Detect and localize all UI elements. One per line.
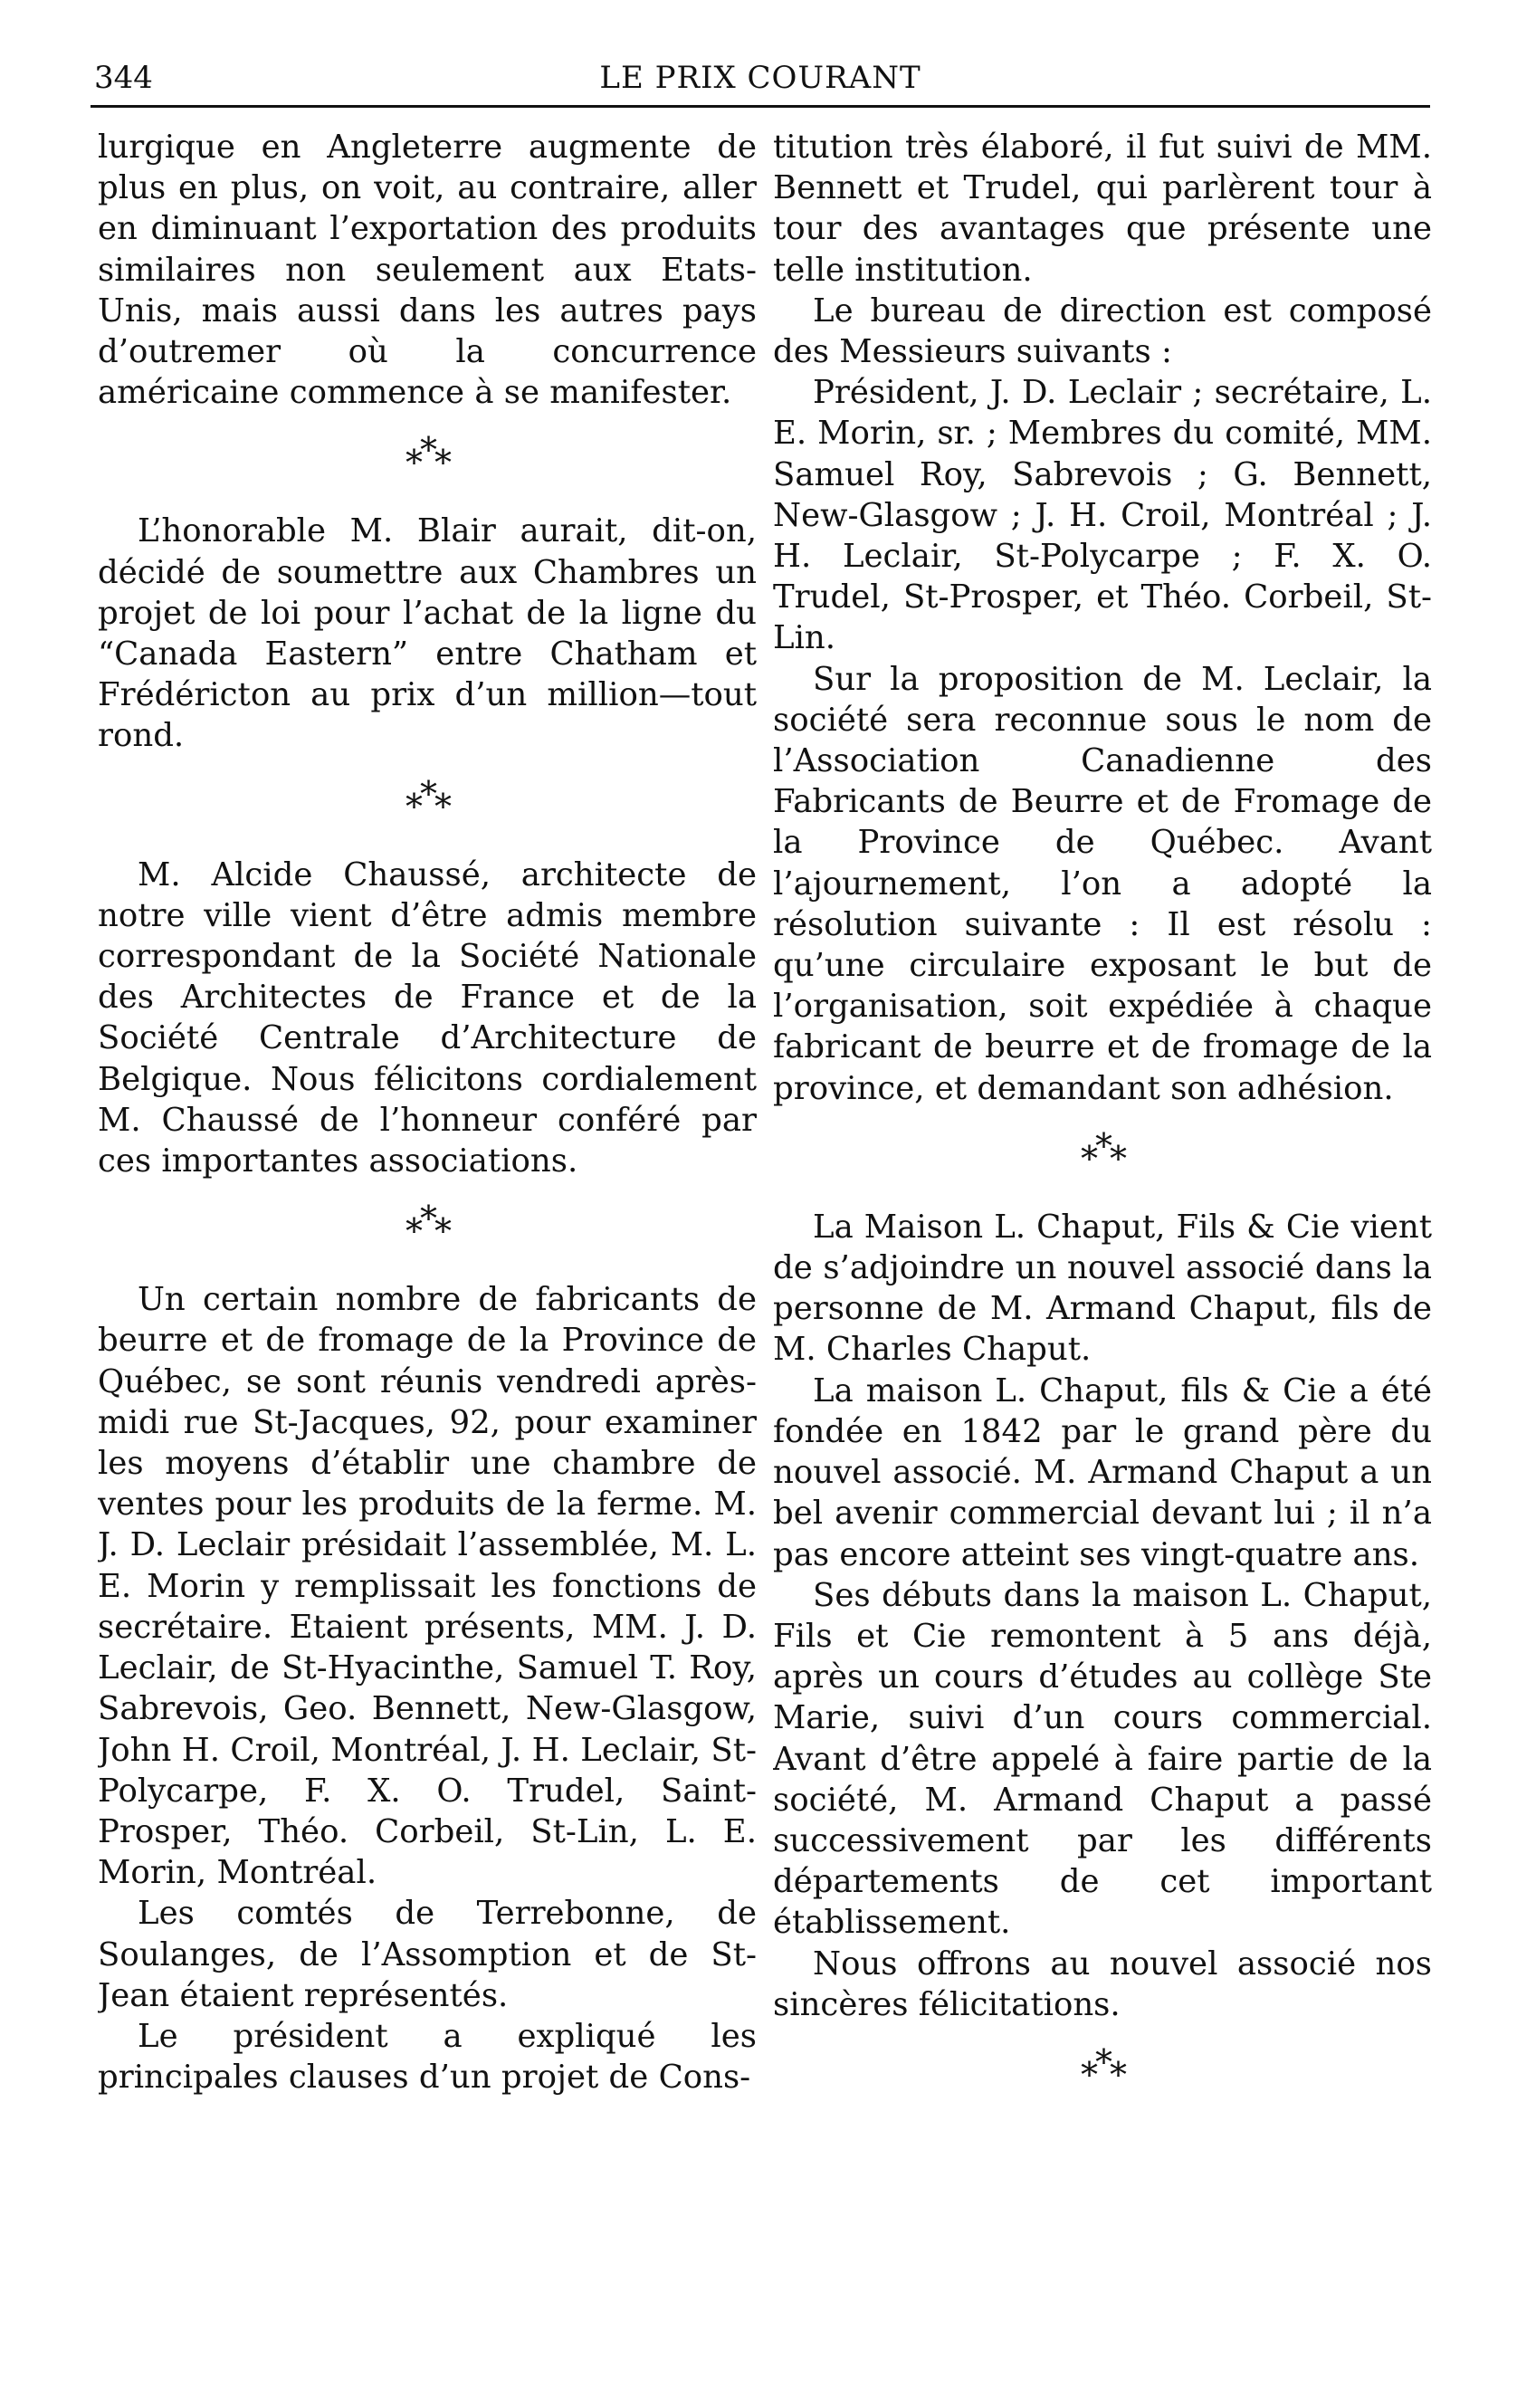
paragraph: Le bureau de direction est composé des Messieurs suivants : xyxy=(773,291,1432,371)
paragraph: Nous offrons au nouvel associé nos sincères félicitations. xyxy=(773,1945,1432,2023)
paragraph: La Maison L. Chaput, Fils & Cie vient de s’adjoindre un nouvel associé dans la personne de M. Armand Chaput, fils de M. Charles Chaput. xyxy=(773,1208,1432,1369)
paragraph: Président, J. D. Leclair ; secrétaire, L. E. Morin, sr. ; Membres du comité, MM. Samuel Roy, Sabrevois ; G. Bennett, New-Glasgow ; J. H. Croil, Montréal ; J. H. Leclair, St-Polycarpe ; F. X. O. Trudel, St-Prosper, et Théo. Corbeil, St-Lin. xyxy=(773,374,1432,657)
paragraph: lurgique en Angleterre augmente de plus en plus, on voit, au contraire, aller en diminuant l’exportation des produits similaires non seulement aux Etats-Unis, mais aussi dans les autres pays d’outremer où la concurrence américaine commence à se manifester. xyxy=(98,129,757,412)
left-column xyxy=(98,127,757,2390)
asterism-separator: *** xyxy=(405,773,449,827)
paragraph: Sur la proposition de M. Leclair, la société sera reconnue sous le nom de l’Association Canadienne des Fabricants de Beurre et de Fromage de la Province de Québec. Avant l’ajournement, l’on a adopté la résolution suivante : Il est résolu : qu’une circulaire exposant le but de l’organisation, soit expédiée à chaque fabricant de beurre et de fromage de la province, et demandant son adhésion. xyxy=(773,660,1432,1107)
paragraph: Ses débuts dans la maison L. Chaput, Fils et Cie remontent à 5 ans déjà, après un cours d’études au collège Ste Marie, suivi d’un cours commercial. Avant d’être appelé à faire partie de la société, M. Armand Chaput a passé successivement par les différents départements de cet important établissement. xyxy=(773,1576,1432,1942)
asterism-separator: *** xyxy=(405,1199,449,1252)
right-column xyxy=(773,127,1432,2390)
paragraph: La maison L. Chaput, fils & Cie a été fondée en 1842 par le grand père du nouvel associé. M. Armand Chaput a un bel avenir commercial devant lui ; il n’a pas encore atteint ses vingt-quatre ans. xyxy=(773,1371,1432,1573)
asterism-separator: *** xyxy=(1081,1125,1124,1179)
paragraph: M. Alcide Chaussé, architecte de notre ville vient d’être admis membre correspondant de la Société Nationale des Architectes de France et de la Société Centrale d’Architecture de Belgique. Nous félicitons cordialement M. Chaussé de l’honneur conféré par ces importantes associations. xyxy=(98,855,757,1180)
paragraph: titution très élaboré, il fut suivi de MM. Bennett et Trudel, qui parlèrent tour à tour des avantages que présente une telle institution. xyxy=(773,129,1432,289)
paragraph: Un certain nombre de fabricants de beurre et de fromage de la Province de Québec, se sont réunis vendredi après-midi rue St-Jacques, 92, pour examiner les moyens d’établir une chambre de ventes pour les produits de la ferme. M. J. D. Leclair présidait l’assemblée, M. L. E. Morin y remplissait les fonctions de secrétaire. Etaient présents, MM. J. D. Leclair, de St-Hyacinthe, Samuel T. Roy, Sabrevois, Geo. Bennett, New-Glasgow, John H. Croil, Montréal, J. H. Leclair, St-Polycarpe, F. X. O. Trudel, Saint-Prosper, Théo. Corbeil, St-Lin, L. E. Morin, Montréal. xyxy=(98,1281,757,1892)
paragraph: Le président a expliqué les principales clauses d’un projet de Cons- xyxy=(98,2017,757,2097)
paragraph: Les comtés de Terrebonne, de Soulanges, de l’Assomption et de St-Jean étaient représentés. xyxy=(98,1895,757,2014)
running-title: LE PRIX COURANT xyxy=(599,60,921,96)
asterism-separator: *** xyxy=(1081,2041,1124,2095)
asterism-separator: *** xyxy=(405,430,449,483)
page-header xyxy=(91,58,1430,108)
page-number: 344 xyxy=(94,60,153,96)
paragraph: L’honorable M. Blair aurait, dit-on, décidé de soumettre aux Chambres un projet de loi pour l’achat de la ligne du “Canada Eastern” entre Chatham et Frédéricton au prix d’un million—tout rond. xyxy=(98,512,757,755)
